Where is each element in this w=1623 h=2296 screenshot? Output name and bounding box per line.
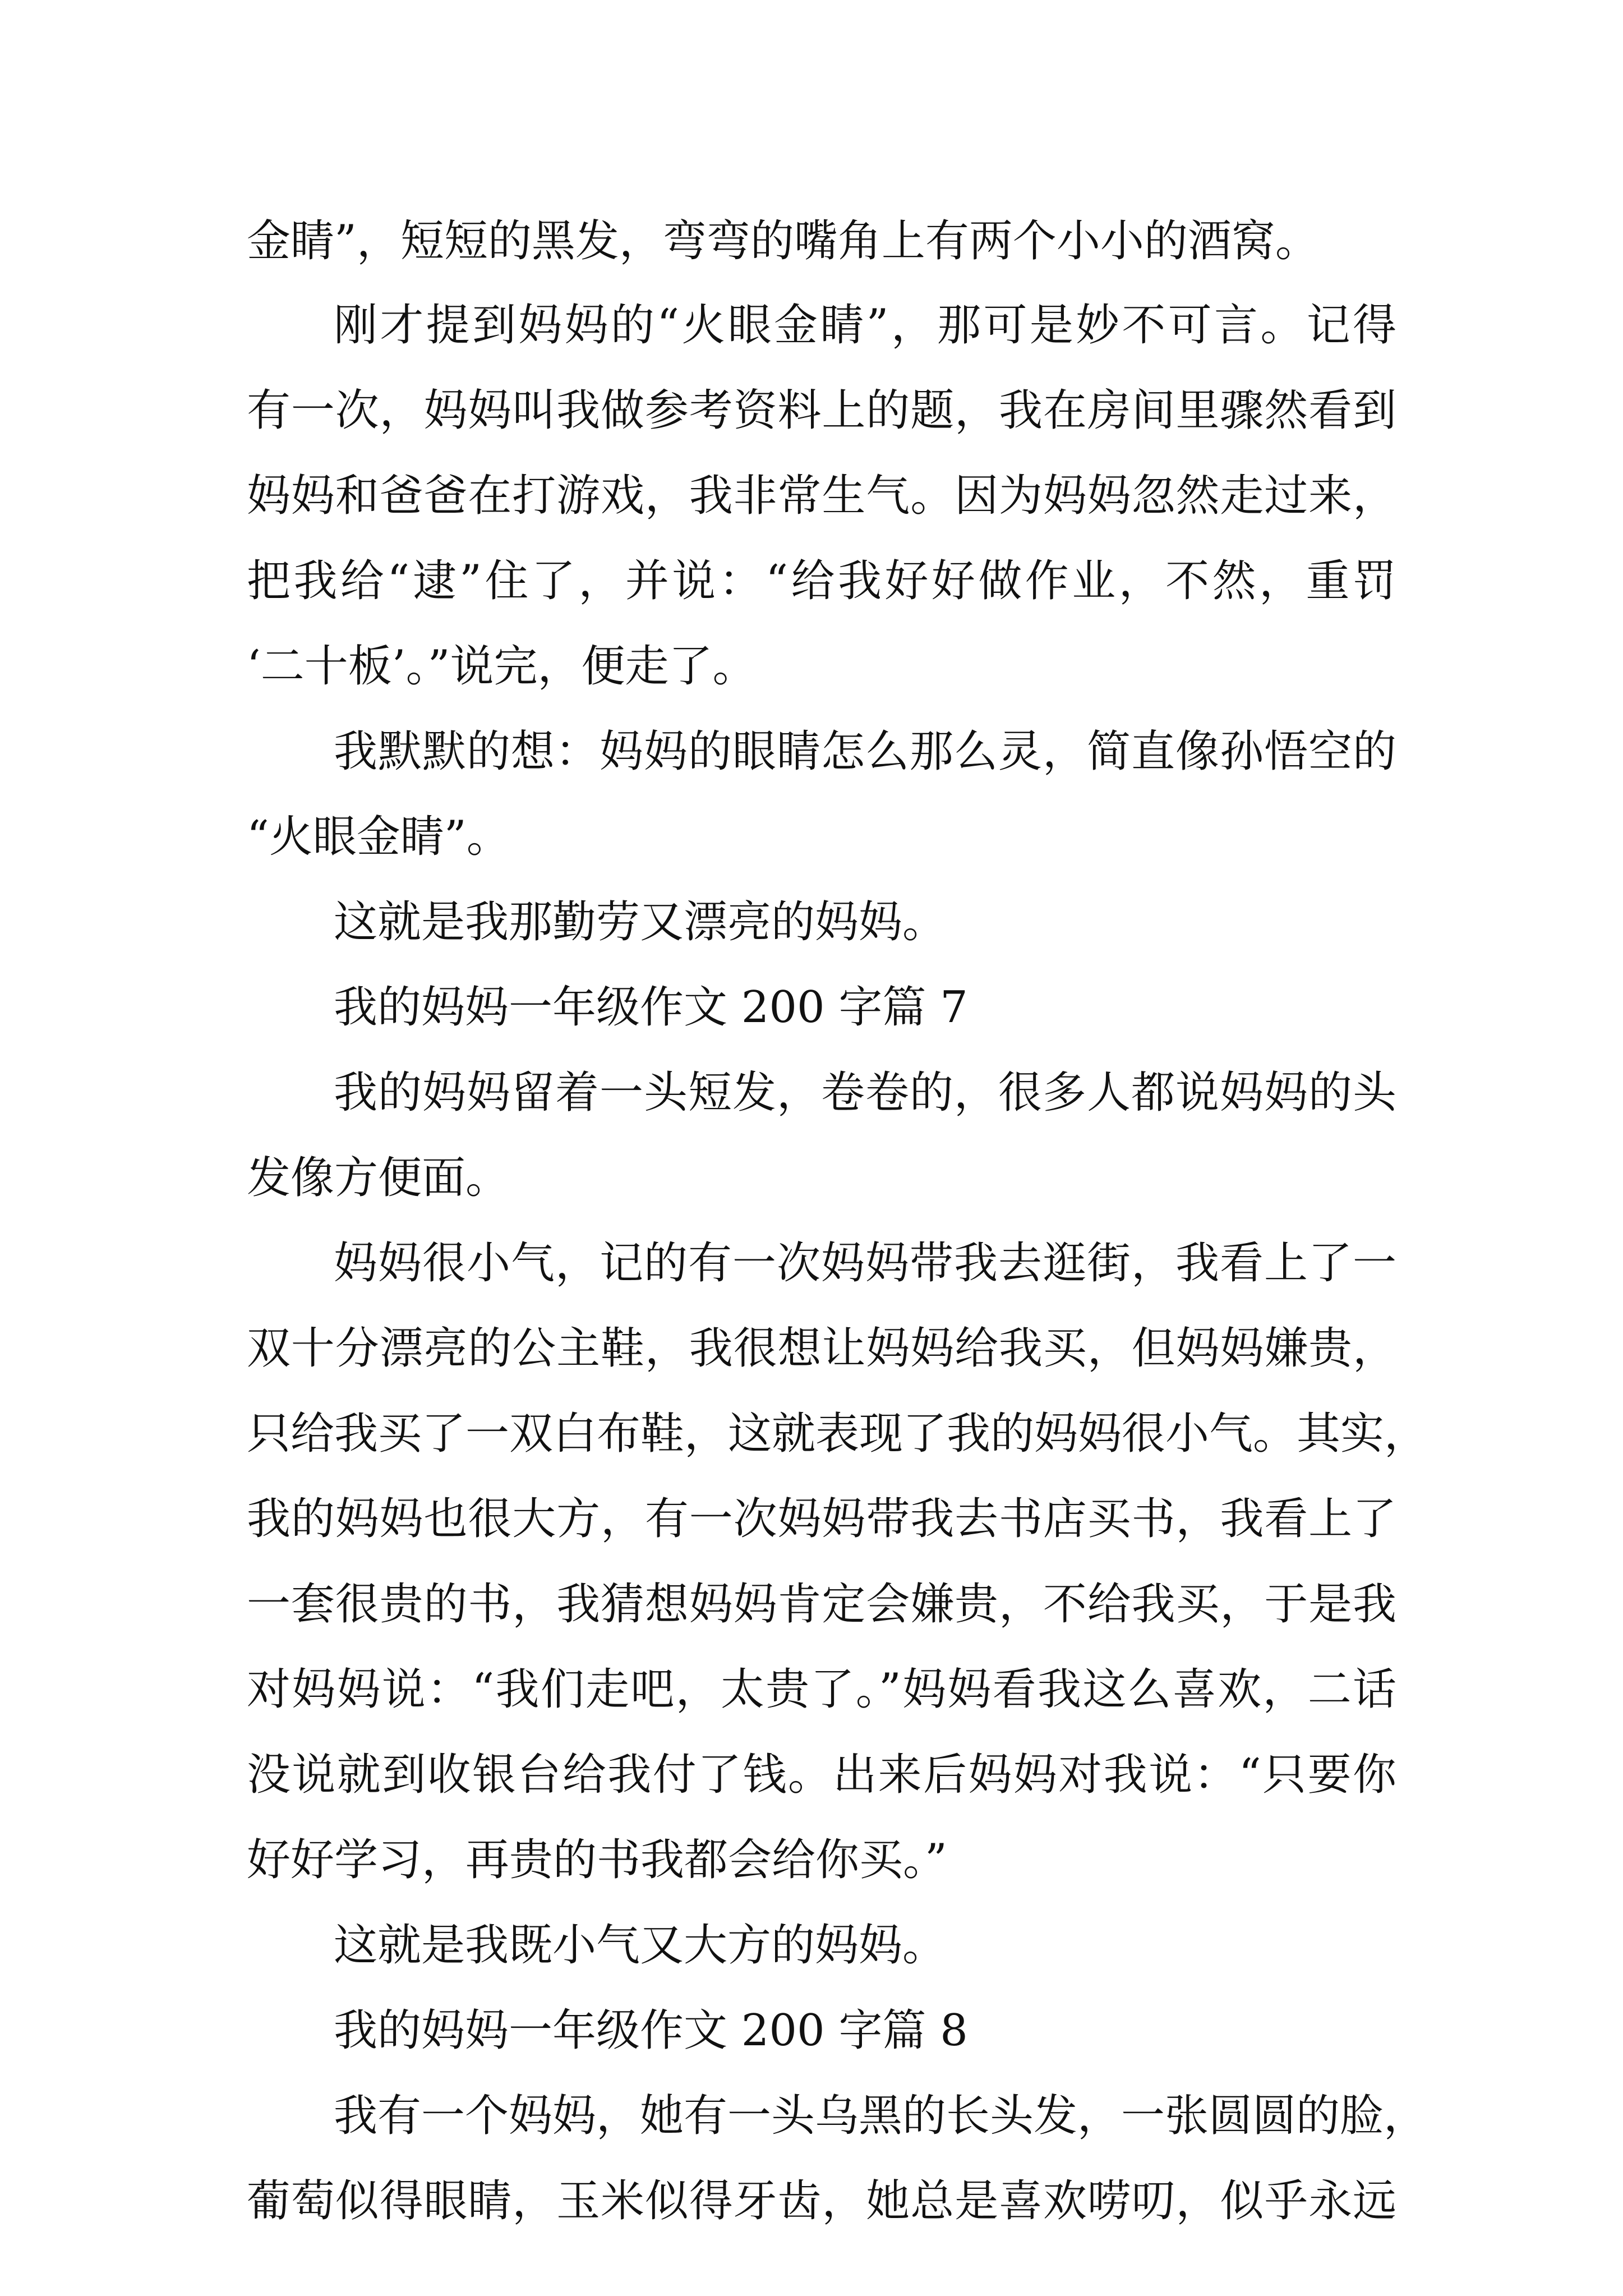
text-line: 我有一个妈妈，她有一头乌黑的长头发，一张圆圆的脸， [334, 2091, 1428, 2141]
text-line: 妈妈很小气，记的有一次妈妈带我去逛街，我看上了一 [334, 1238, 1396, 1289]
text-line: 双十分漂亮的公主鞋，我很想让妈妈给我买，但妈妈嫌贵， [247, 1323, 1396, 1374]
text-line: 葡萄似得眼睛，玉米似得牙齿，她总是喜欢唠叨，似乎永远 [247, 2176, 1396, 2226]
text-line: 把我给“逮”住了，并说：“给我好好做作业，不然，重罚 [247, 556, 1396, 606]
text-line: 有一次，妈妈叫我做参考资料上的题，我在房间里骤然看到 [247, 385, 1396, 436]
text-line: 只给我买了一双白布鞋，这就表现了我的妈妈很小气。其实， [247, 1409, 1428, 1459]
text-line: 这就是我那勤劳又漂亮的妈妈。 [334, 897, 947, 947]
text-line: 金睛”，短短的黑发，弯弯的嘴角上有两个小小的酒窝。 [247, 216, 1319, 266]
text-line: 我默默的想：妈妈的眼睛怎么那么灵，简直像孙悟空的 [334, 726, 1396, 777]
section-heading: 我的妈妈一年级作文 200 字篇 7 [334, 982, 968, 1033]
section-heading: 我的妈妈一年级作文 200 字篇 8 [334, 2005, 968, 2056]
text-line: 对妈妈说：“我们走吧，太贵了。”妈妈看我这么喜欢，二话 [247, 1664, 1396, 1715]
text-line: 一套很贵的书，我猜想妈妈肯定会嫌贵，不给我买，于是我 [247, 1579, 1396, 1630]
text-line: 我的妈妈也很大方，有一次妈妈带我去书店买书，我看上了 [247, 1494, 1396, 1544]
text-line: “火眼金睛”。 [247, 812, 510, 862]
text-line: 好好学习，再贵的书我都会给你买。” [247, 1835, 947, 1885]
text-line: 我的妈妈留着一头短发，卷卷的，很多人都说妈妈的头 [334, 1068, 1396, 1118]
text-line: 刚才提到妈妈的“火眼金睛”，那可是妙不可言。记得 [334, 300, 1396, 351]
text-line: 这就是我既小气又大方的妈妈。 [334, 1920, 947, 1971]
text-line: ‘二十板’。”说完，便走了。 [247, 641, 757, 692]
text-line: 妈妈和爸爸在打游戏，我非常生气。因为妈妈忽然走过来， [247, 471, 1396, 521]
text-line: 发像方便面。 [247, 1153, 510, 1203]
text-line: 没说就到收银台给我付了钱。出来后妈妈对我说：“只要你 [247, 1750, 1396, 1800]
